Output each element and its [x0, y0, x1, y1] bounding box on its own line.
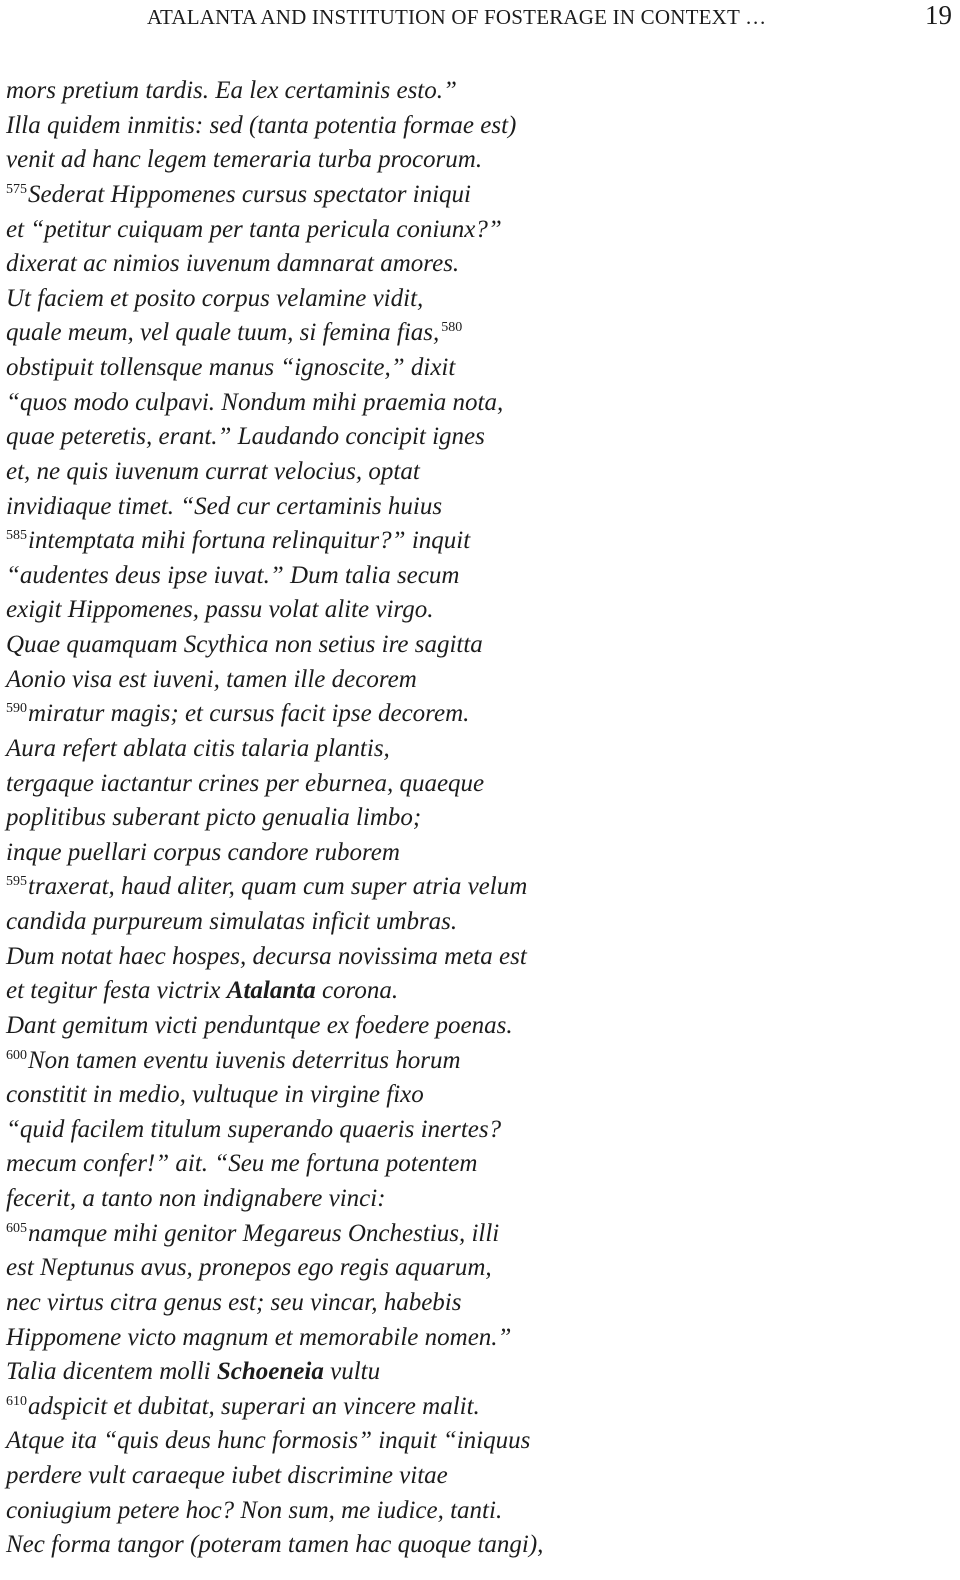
emphasized-name: Schoeneia [216, 1358, 324, 1386]
verse-line [6, 143, 946, 178]
line-number: 580 [441, 320, 463, 336]
verse-text: Aonio visa est iuveni, tamen ille decorem [6, 665, 417, 693]
verse-line [6, 351, 946, 386]
verse-text: obstipuit tollensque manus “ignoscite,” dixit [6, 354, 456, 381]
verse-text: mors pretium tardis. Ea lex certaminis esto.” [6, 77, 457, 104]
verse-line [6, 905, 946, 940]
verse-line [6, 1459, 946, 1494]
verse-text: constitit in medio, vultuque in virgine fixo [6, 1081, 424, 1109]
verse-text: perdere vult caraeque iubet discrimine vitae [6, 1462, 448, 1489]
verse-text: exigit Hippomenes, passu volat alite virgo. [6, 596, 434, 624]
verse-text: “quid facilem titulum superando quaeris inertes? [6, 1115, 502, 1143]
verse-text: intemptata mihi fortuna relinquitur?” inquit [28, 527, 471, 555]
verse-text: traxerat, haud aliter, quam cum super atria velum [28, 873, 528, 901]
verse-text: namque mihi genitor Megareus Onchestius, illi [28, 1219, 500, 1247]
verse-text: Nec forma tangor (poteram tamen hac quoque tangi), [6, 1531, 544, 1559]
verse-line [6, 1494, 946, 1529]
verse-line [6, 247, 946, 282]
verse-line [6, 1009, 946, 1044]
verse-line [6, 974, 946, 1009]
verse-line [6, 801, 946, 836]
verse-line [6, 697, 946, 732]
verse-text: nec virtus citra genus est; seu vincar, habebis [6, 1288, 462, 1316]
verse-line [6, 1321, 946, 1356]
verse-line [6, 109, 946, 144]
verse-text: Talia dicentem molli [6, 1358, 217, 1386]
verse-text: et, ne quis iuvenum currat velocius, optat [6, 457, 420, 485]
verse-text: “quos modo culpavi. Nondum mihi praemia nota, [6, 388, 504, 416]
verse-line [6, 767, 946, 802]
verse-text: Sederat Hippomenes cursus spectator iniqui [28, 180, 472, 208]
verse-text: Ut faciem et posito corpus velamine vidit, [6, 284, 424, 312]
verse-line [6, 559, 946, 594]
verse-text: Non tamen eventu iuvenis deterritus horum [28, 1046, 461, 1074]
line-number: 575 [6, 181, 27, 197]
verse-line [6, 732, 946, 767]
verse-line [6, 420, 946, 455]
verse-text: Dum notat haec hospes, decursa novissima meta est [6, 942, 527, 970]
verse-line [6, 74, 946, 109]
verse-text: miratur magis; et cursus facit ipse decorem. [28, 700, 470, 728]
verse-line [6, 1528, 946, 1563]
verse-text: et “petitur cuiquam per tanta pericula coniunx?” [6, 215, 502, 243]
verse-text: Atque ita “quis deus hunc formosis” inquit “iniquus [6, 1427, 531, 1455]
verse-line [6, 490, 946, 525]
verse-text: dixerat ac nimios iuvenum damnarat amores. [6, 250, 460, 278]
verse-text: est Neptunus avus, pronepos ego regis aquarum, [6, 1254, 492, 1282]
verse-text: coniugium petere hoc? Non sum, me iudice, tanti. [6, 1496, 503, 1524]
verse-line [6, 455, 946, 490]
verse-text: poplitibus suberant picto genualia limbo; [6, 804, 422, 832]
line-number: 595 [6, 874, 27, 890]
verse-line [6, 1147, 946, 1182]
emphasized-name: Atalanta [226, 977, 316, 1005]
running-head [0, 0, 960, 44]
verse-text: invidiaque timet. “Sed cur certaminis huius [6, 492, 443, 520]
page-number: 19 [925, 0, 952, 30]
verse-line [6, 628, 946, 663]
verse-text: Dant gemitum victi penduntque ex foedere poenas. [6, 1011, 513, 1039]
verse-line [6, 940, 946, 975]
verse-text: Aura refert ablata citis talaria plantis, [6, 734, 390, 762]
poem-text [6, 74, 946, 1563]
verse-text: et tegitur festa victrix [6, 977, 227, 1005]
line-number: 605 [6, 1220, 27, 1236]
verse-line [6, 1424, 946, 1459]
verse-text: “audentes deus ipse iuvat.” Dum talia secum [6, 561, 460, 589]
verse-text: Quae quamquam Scythica non setius ire sagitta [6, 631, 483, 658]
verse-line [6, 282, 946, 317]
verse-text: inque puellari corpus candore ruborem [6, 838, 400, 866]
verse-text: Illa quidem inmitis: sed (tanta potentia formae est) [6, 111, 517, 139]
verse-text: Hippomene victo magnum et memorabile nomen.” [6, 1323, 512, 1351]
line-number: 610 [6, 1393, 27, 1409]
line-number: 600 [6, 1047, 27, 1063]
verse-text: quale meum, vel quale tuum, si femina fias, [6, 319, 440, 347]
verse-line [6, 870, 946, 905]
verse-line [6, 1217, 946, 1252]
verse-line [6, 316, 946, 351]
verse-text: venit ad hanc legem temeraria turba procorum. [6, 146, 483, 174]
verse-line [6, 386, 946, 421]
verse-line [6, 213, 946, 248]
verse-line [6, 1286, 946, 1321]
verse-text: fecerit, a tanto non indignabere vinci: [6, 1185, 386, 1212]
verse-text: corona. [315, 977, 399, 1005]
verse-text: adspicit et dubitat, superari an vincere malit. [28, 1392, 480, 1420]
verse-line [6, 1078, 946, 1113]
verse-line [6, 836, 946, 871]
verse-line [6, 178, 946, 213]
line-number: 585 [6, 528, 27, 544]
verse-text: mecum confer!” ait. “Seu me fortuna potentem [6, 1150, 478, 1178]
running-title: ATALANTA AND INSTITUTION OF FOSTERAGE IN CONTEXT … [147, 5, 767, 29]
verse-line [6, 1390, 946, 1425]
verse-line [6, 593, 946, 628]
verse-text: tergaque iactantur crines per eburnea, quaeque [6, 769, 485, 797]
verse-line [6, 1113, 946, 1148]
verse-line [6, 1355, 946, 1390]
verse-line [6, 524, 946, 559]
verse-line [6, 1182, 946, 1217]
verse-line [6, 663, 946, 698]
verse-line [6, 1251, 946, 1286]
verse-text: quae peteretis, erant.” Laudando concipit ignes [6, 423, 485, 451]
verse-text: candida purpureum simulatas inficit umbras. [6, 908, 458, 935]
verse-line [6, 1044, 946, 1079]
line-number: 590 [6, 701, 27, 717]
verse-text: vultu [323, 1358, 381, 1386]
